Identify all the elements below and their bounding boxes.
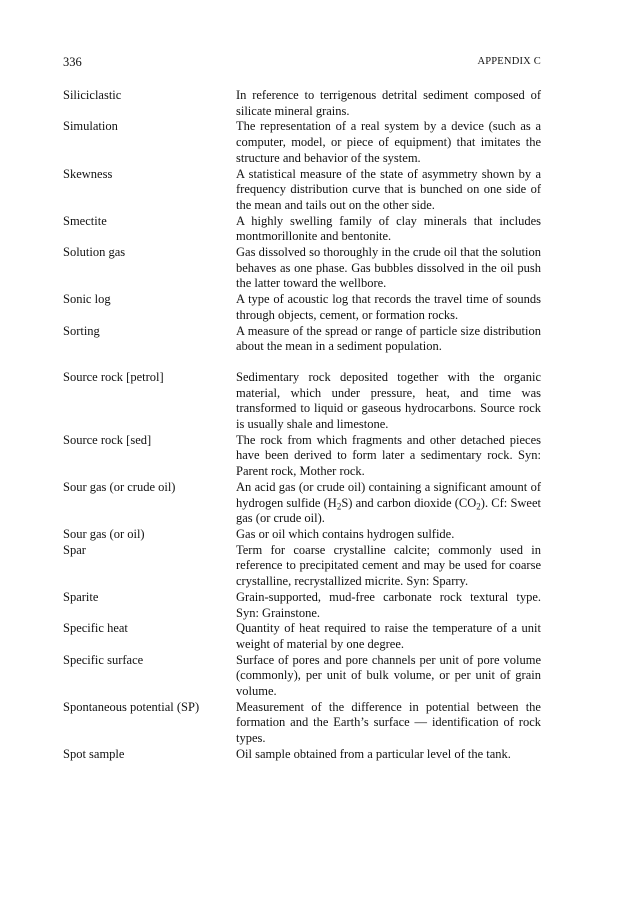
entry-term: Spar — [63, 542, 86, 557]
subscript-two: 2 — [476, 501, 481, 512]
entry-term: Source rock [petrol] — [63, 369, 164, 384]
glossary-entry-specific-heat — [63, 621, 541, 652]
entry-definition: The rock from which fragments and other detached pieces have been derived to form later a sedimentary rock. Syn: Parent rock, Mother rock. — [236, 432, 541, 479]
entry-term: Spot sample — [63, 746, 125, 761]
entry-definition: A statistical measure of the state of asymmetry shown by a frequency distribution curve that is bunched on one side of the mean and tails out on the other side. — [236, 166, 541, 212]
running-head: APPENDIX C — [477, 56, 541, 67]
glossary-entries — [63, 88, 541, 763]
entry-definition: A type of acoustic log that records the travel time of sounds through objects, cement, or formation rocks. — [236, 292, 541, 322]
glossary-entry-siliciclastic — [63, 88, 541, 119]
glossary-entry-sour-gas-oil — [63, 527, 541, 543]
entry-definition: Term for coarse crystalline calcite; commonly used in reference to precipitated cement and may be used for coarse crystalline, recrystallized micrite. Syn: Sparry. — [236, 542, 541, 589]
glossary-entry-sparite — [63, 590, 541, 621]
entry-term: Spontaneous potential (SP) — [63, 699, 200, 714]
glossary-entry-skewness — [63, 167, 541, 214]
entry-term: Specific surface — [63, 652, 144, 667]
glossary-entry-spar — [63, 543, 541, 590]
glossary-entry-solution-gas — [63, 245, 541, 292]
entry-definition: Measurement of the difference in potential between the formation and the Earth’s surface — identification of rock types. — [236, 699, 541, 746]
glossary-entry-specific-surface — [63, 653, 541, 700]
entry-term: Simulation — [63, 119, 118, 134]
entry-definition: The representation of a real system by a device (such as a computer, model, or piece of equipment) that imitates the structure and behavior of the system. — [236, 119, 541, 165]
glossary-entry-source-rock-petrol — [63, 370, 541, 433]
definition-text-part: S) and carbon dioxide (CO — [341, 495, 477, 510]
glossary-entry-sorting — [63, 324, 541, 355]
page-number: 336 — [63, 55, 82, 69]
entry-definition: Gas or oil which contains hydrogen sulfide. — [236, 526, 455, 541]
entry-definition — [236, 480, 541, 527]
entry-term: Sour gas (or oil) — [63, 526, 145, 541]
entry-definition: Oil sample obtained from a particular level of the tank. — [236, 746, 511, 761]
entry-definition: Quantity of heat required to raise the temperature of a unit weight of material by one degree. — [236, 621, 541, 651]
entry-term: Skewness — [63, 166, 113, 181]
entry-definition: Gas dissolved so thoroughly in the crude oil that the solution behaves as one phase. Gas bubbles dissolved in the oil push the latter toward the wellbore. — [236, 245, 541, 291]
definition-text-part: An acid gas (or crude oil) containing a significant amount of hydrogen sulfide (H — [236, 479, 541, 510]
entry-term: Sonic log — [63, 292, 111, 307]
entry-term: Sparite — [63, 589, 99, 604]
entry-term: Sour gas (or crude oil) — [63, 479, 176, 494]
entry-definition: A measure of the spread or range of particle size distribution about the mean in a sediment population. — [236, 323, 541, 354]
definition-text-part: ). Cf: Sweet gas (or crude oil). — [236, 495, 541, 526]
glossary-entry-simulation — [63, 119, 541, 166]
glossary-entry-spot-sample — [63, 747, 541, 763]
entry-term: Source rock [sed] — [63, 432, 152, 447]
glossary-entry-sonic-log — [63, 292, 541, 323]
entry-definition: Surface of pores and pore channels per unit of pore volume (commonly), per unit of bulk volume, or per unit of grain volume. — [236, 652, 541, 699]
page-header — [63, 54, 541, 70]
subscript-two: 2 — [336, 501, 342, 512]
glossary-entry-smectite — [63, 214, 541, 245]
entry-definition: In reference to terrigenous detrital sediment composed of silicate mineral grains. — [236, 88, 541, 118]
glossary-entry-sour-gas-crude-oil — [63, 480, 541, 527]
entry-definition: Sedimentary rock deposited together with the organic material, which under pressure, heat, and time was transformed to liquid or gaseous hydrocarbons. Source rock is usually shale and limestone. — [236, 369, 541, 432]
entry-term: Siliciclastic — [63, 88, 122, 102]
glossary-entry-spontaneous-potential — [63, 700, 541, 747]
entry-term: Smectite — [63, 213, 107, 228]
entry-definition: A highly swelling family of clay minerals that includes montmorillonite and bentonite. — [236, 213, 541, 244]
entry-term: Solution gas — [63, 245, 126, 260]
glossary-entry-source-rock-sed — [63, 433, 541, 480]
entry-term: Specific heat — [63, 621, 128, 636]
entry-term: Sorting — [63, 323, 100, 338]
entry-definition: Grain-supported, mud-free carbonate rock textural type. Syn: Grainstone. — [236, 589, 541, 620]
